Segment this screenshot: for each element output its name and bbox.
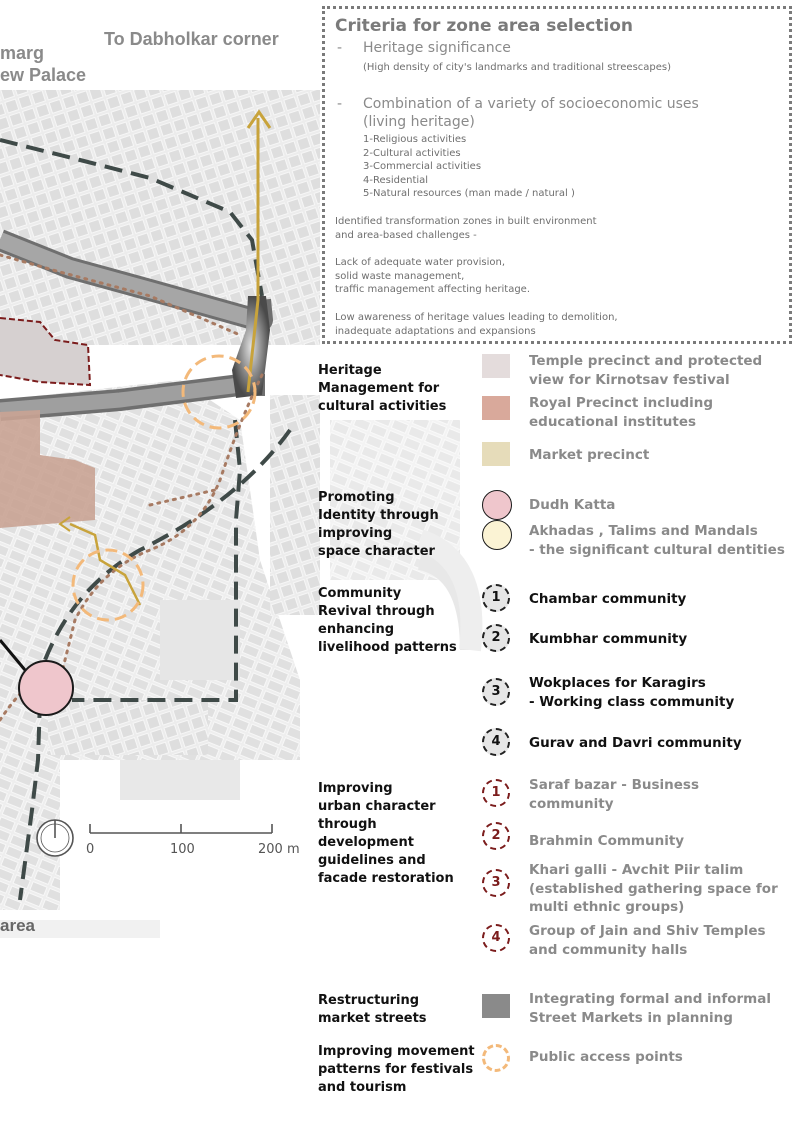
map-label-marg: marg (0, 43, 45, 63)
map-label-dabholkar: To Dabholkar corner (104, 29, 279, 49)
legend-label: Integrating formal and informal Street Markets in planning (529, 991, 771, 1026)
community-badge: 2 (482, 822, 510, 850)
use-item: 1-Religious activities (363, 134, 467, 145)
criteria-item-socioeconomic (337, 95, 699, 113)
scale-label-0: 0 (86, 842, 95, 857)
legend-community-2 (482, 624, 792, 658)
dudh-katta-node (19, 661, 73, 715)
community-badge: 3 (482, 678, 510, 706)
strategy-market-streets: Restructuring market streets (318, 993, 427, 1026)
legend-label: Brahmin Community (529, 833, 685, 849)
community-badge: 3 (482, 869, 510, 897)
criteria-item-sub: (living heritage) (363, 114, 475, 130)
scale-label-200: 200 m (258, 842, 300, 857)
strategy-identity: Promoting Identity through improving space character (318, 490, 439, 559)
dudh-swatch (482, 490, 512, 520)
akhada-swatch (482, 520, 512, 550)
community-badge: 4 (482, 924, 510, 952)
strategy-movement: Improving movement patterns for festivals and tourism (318, 1044, 475, 1095)
challenge-text: and area-based challenges - (335, 229, 477, 241)
community-badge: 4 (482, 728, 510, 756)
legend-red-3 (482, 861, 792, 915)
legend-label: Khari galli - Avchit Piir talim (established gathering space for multi ethnic groups) (529, 862, 778, 915)
challenge-text: Low awareness of heritage values leading to demolition, (335, 312, 618, 323)
legend-label: Gurav and Davri community (529, 735, 742, 751)
criteria-box (322, 6, 792, 344)
challenge-text: inadequate adaptations and expansions (335, 325, 536, 337)
use-item: 5-Natural resources (man made / natural ) (363, 188, 575, 199)
temple-swatch (482, 354, 510, 378)
community-badge: 2 (482, 624, 510, 652)
legend-royal (482, 394, 792, 428)
strategy-urban-character: Improving urban character through development guidelines and facade restoration (318, 781, 454, 886)
legend-label: Royal Precinct including educational institutes (529, 395, 714, 430)
legend-label: Group of Jain and Shiv Temples and community halls (529, 923, 766, 958)
challenge-text: Lack of adequate water provision, (335, 257, 506, 268)
strategy-community-revival: Community Revival through enhancing livelihood patterns (318, 586, 457, 655)
access-swatch (482, 1044, 510, 1072)
legend-label: Temple precinct and protected view for Kirnotsav festival (529, 353, 763, 388)
criteria-item-label: Combination of a variety of socioeconomic uses (363, 96, 699, 112)
strategy-heritage-management: Heritage Management for cultural activities (318, 363, 447, 414)
challenge-text: solid waste management, (335, 270, 465, 282)
legend-community-3 (482, 675, 792, 712)
legend-community-4 (482, 728, 792, 762)
scale-label-100: 100 (170, 842, 195, 857)
map-label-area: area (0, 916, 35, 935)
use-item: 2-Cultural activities (363, 147, 461, 159)
legend-integrating (482, 990, 792, 1024)
legend-red-4 (482, 922, 792, 956)
legend-label: Akhadas , Talims and Mandals - the significant cultural dentities (529, 523, 785, 558)
legend-dudh (482, 490, 792, 524)
challenge-text: traffic management affecting heritage. (335, 284, 531, 295)
legend-label: Kumbhar community (529, 631, 688, 647)
legend-red-2 (482, 822, 792, 856)
use-item: 3-Commercial activities (363, 161, 482, 172)
legend-label: Public access points (529, 1049, 683, 1065)
bullet-dash: - (337, 96, 343, 112)
community-badge: 1 (482, 779, 510, 807)
criteria-item-heritage (337, 39, 511, 57)
map-label-palace: ew Palace (0, 65, 87, 85)
community-badge: 1 (482, 584, 510, 612)
challenge-text: Identified transformation zones in built environment (335, 216, 597, 227)
legend-access (482, 1044, 792, 1078)
legend-label: Dudh Katta (529, 497, 616, 513)
legend-temple (482, 352, 792, 386)
criteria-title: Criteria for zone area selection (335, 16, 634, 36)
north-arrow-icon (37, 820, 73, 856)
legend-label: Chambar community (529, 591, 687, 607)
royal-swatch (482, 396, 510, 420)
scale-bar (90, 824, 272, 833)
legend-label: Saraf bazar - Business community (529, 777, 699, 812)
criteria-item-note: (High density of city's landmarks and traditional streescapes) (363, 62, 672, 73)
legend-market (482, 444, 792, 478)
use-item: 4-Residential (363, 174, 429, 186)
criteria-item-label: Heritage significance (363, 40, 511, 56)
integrating-swatch (482, 994, 510, 1018)
market-swatch (482, 442, 510, 466)
bullet-dash: - (337, 40, 343, 56)
legend-akhadas (482, 522, 792, 556)
legend-community-1 (482, 584, 792, 618)
legend-label: Wokplaces for Karagirs - Working class community (529, 675, 735, 710)
legend-red-1 (482, 776, 792, 810)
legend-label: Market precinct (529, 447, 650, 463)
